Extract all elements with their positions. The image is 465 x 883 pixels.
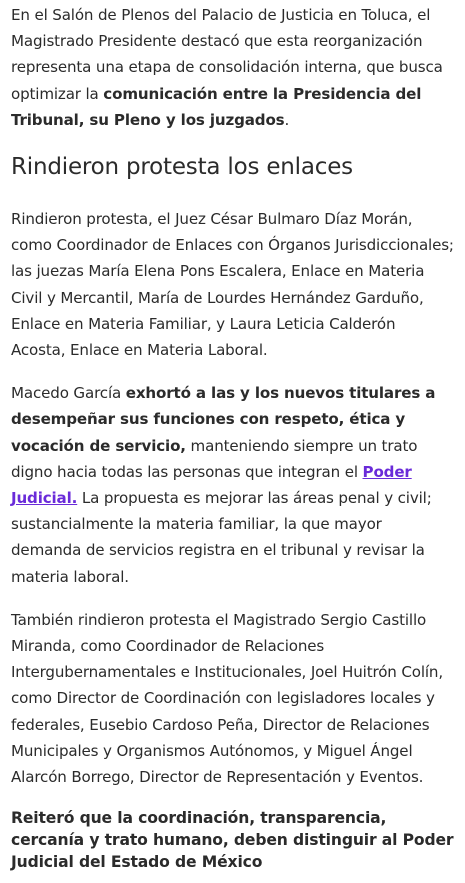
paragraph-intro: [11, 0, 454, 133]
paragraph-intro-text: En el Salón de Plenos del Palacio de Justicia en Toluca, el Magistrado Presidente destacó que esta reorganización representa una etapa de consolidación interna, que busca optimizar la: [11, 6, 443, 103]
paragraph-exhorto-bold: exhortó a las y los nuevos titulares a desempeñar sus funciones con respeto, ética y vocación de servicio,: [11, 384, 436, 455]
paragraph-exhorto: [11, 380, 454, 590]
paragraph-exhorto-start: Macedo García: [11, 384, 126, 403]
paragraph-protesta-directores: También rindieron protesta el Magistrado Sergio Castillo Miranda, como Coordinador de Relaciones Intergubernamentales e Institucionales, Joel Huitrón Colín, como Director de Coordinación con legisladores locales y federales, Eusebio Cardoso Peña, Director de Relaciones Municipales y Organismos Autónomos, y Miguel Ángel Alarcón Borrego, Director de Representación y Eventos.: [11, 610, 443, 787]
paragraph-intro-bold: comunicación entre la Presidencia del Tribunal, su Pleno y los juzgados: [11, 84, 422, 129]
poder-judicial-link[interactable]: Poder Judicial.: [11, 462, 412, 508]
paragraph-exhorto-end: La propuesta es mejorar las áreas penal y civil; sustancialmente la materia familiar, la que mayor demanda de servicios registra en el tribunal y revisar la materia laboral.: [11, 489, 432, 586]
paragraph-intro-end: .: [284, 110, 290, 129]
paragraph-protesta-enlaces: Rindieron protesta, el Juez César Bulmaro Díaz Morán, como Coordinador de Enlaces con Órganos Jurisdiccionales; las juezas María Elena Pons Escalera, Enlace en Materia Civil y Mercantil, María de Lourdes Hernández Garduño, Enlace en Materia Familiar, y Laura Leticia Calderón Acosta, Enlace en Materia Laboral.: [11, 210, 454, 360]
section-subheading: Reiteró que la coordinación, transparencia, cercanía y trato humano, deben distinguir al Poder Judicial del Estado de México: [11, 809, 454, 872]
paragraph-exhorto-middle: manteniendo siempre un trato digno hacia todas las personas que integran el: [11, 436, 418, 481]
section-heading: Rindieron protesta los enlaces: [11, 154, 353, 181]
